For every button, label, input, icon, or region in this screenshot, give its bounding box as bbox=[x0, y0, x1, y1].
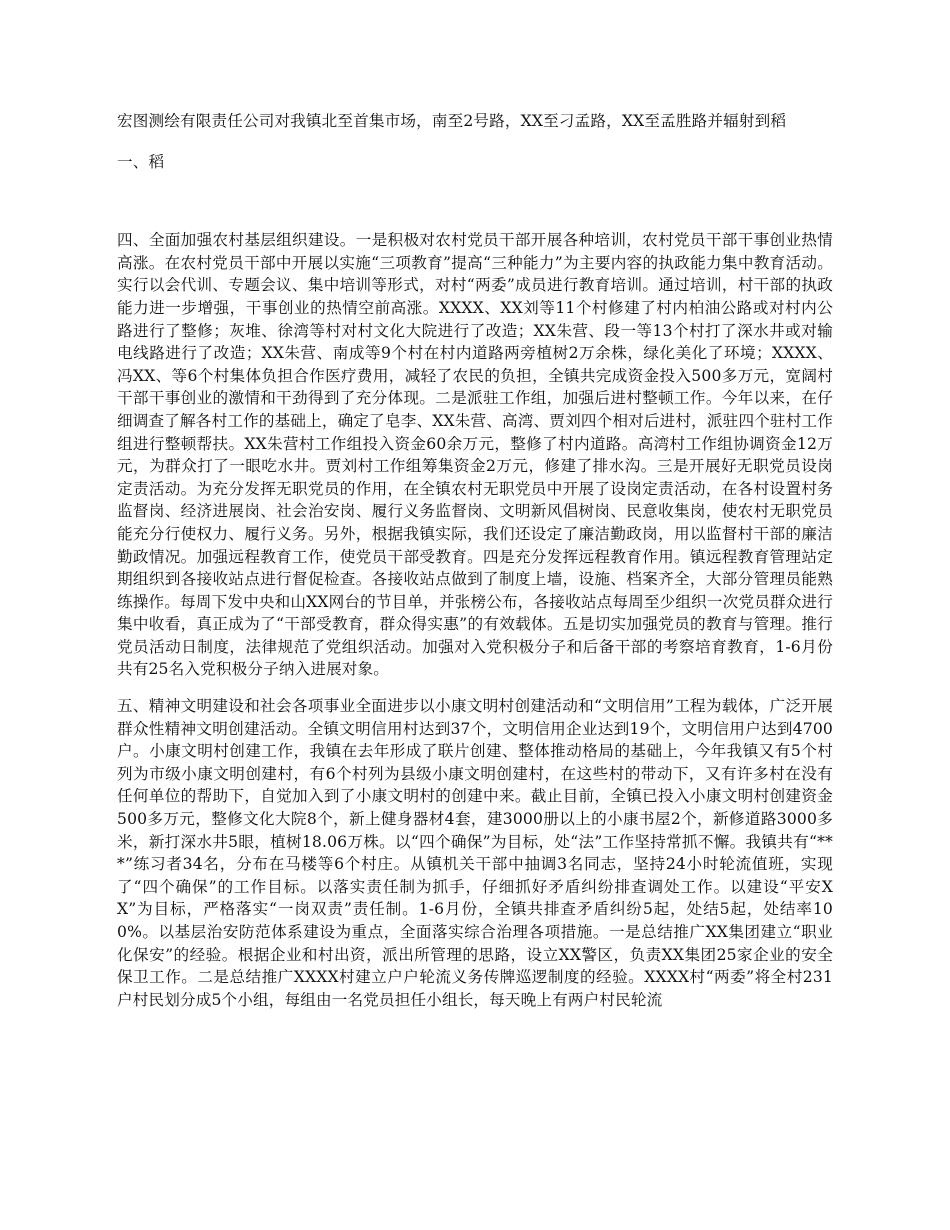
paragraph-5: 五、精神文明建设和社会各项事业全面进步以小康文明村创建活动和“文明信用”工程为载体，广泛开展群众性精神文明创建活动。全镇文明信用村达到37个，文明信用企业达到19个，文明信用户达到4700户。小康文明村创建工作，我镇在去年形成了联片创建、整体推动格局的基础上，今年我镇又有5个村列为市级小康文明创建村，有6个村列为县级小康文明创建村，在这些村的带动下，又有许多村在没有任何单位的帮助下，自觉加入到了小康文明村的创建中来。截止目前，全镇已投入小康文明村创建资金500多万元，整修文化大院8个，新上健身器材4套，建3000册以上的小康书屋2个，新修道路3000多米，新打深水井5眼，植树18.06万株。以“四个确保”为目标，处“法”工作坚持常抓不懈。我镇共有“***”练习者34名，分布在马楼等6个村庄。从镇机关干部中抽调3名同志，坚持24小时轮流值班，实现了“四个确保”的工作目标。以落实责任制为抓手，仔细抓好矛盾纠纷排查调处工作。以建设“平安XX”为目标，严格落实“一岗双责”责任制。1-6月份，全镇共排查矛盾纠纷5起，处结5起，处结率100%。以基层治安防范体系建设为重点，全面落实综合治理各项措施。一是总结推广XX集团建立“职业化保安”的经验。根据企业和村出资，派出所管理的思路，设立XX警区，负责XX集团25家企业的安全保卫工作。二是总结推广XXXX村建立户户轮流义务传牌巡逻制度的经验。XXXX村“两委”将全村231户村民划分成5个小组，每组由一名党员担任小组长，每天晚上有两户村民轮流 bbox=[117, 697, 833, 1009]
intro-paragraph: 宏图测绘有限责任公司对我镇北至首集市场，南至2号路，XX至刁孟路，XX至孟胜路并辐射到稻 bbox=[117, 112, 787, 130]
paragraph-4: 四、全面加强农村基层组织建设。一是积极对农村党员干部开展各种培训，农村党员干部干事创业热情高涨。在农村党员干部中开展以实施“三项教育”提高“三种能力”为主要内容的执政能力集中教育活动。实行以会代训、专题会议、集中培训等形式，对村“两委”成员进行教育培训。通过培训，村干部的执政能力进一步增强，干事创业的热情空前高涨。XXXX、XX刘等11个村修建了村内柏油公路或对村内公路进行了整修；灰堆、徐湾等村对村文化大院进行了改造；XX朱营、段一等13个村打了深水井或对输电线路进行了改造；XX朱营、南成等9个村在村内道路两旁植树2万余株，绿化美化了环境；XXXX、冯XX、等6个村集体负担合作医疗费用，减轻了农民的负担，全镇共完成资金投入500多万元，宽阔村干部干事创业的激情和干劲得到了充分体现。二是派驻工作组，加强后进村整顿工作。今年以来，在仔细调查了解各村工作的基础上，确定了皂李、XX朱营、高湾、贾刘四个相对后进村，派驻四个驻村工作组进行整顿帮扶。XX朱营村工作组投入资金60余万元，整修了村内道路。高湾村工作组协调资金12万元，为群众打了一眼吃水井。贾刘村工作组筹集资金2万元，修建了排水沟。三是开展好无职党员设岗定责活动。为充分发挥无职党员的作用，在全镇农村无职党员中开展了设岗定责活动，在各村设置村务监督岗、经济进展岗、社会治安岗、履行义务监督岗、文明新风倡树岗、民意收集岗，使农村无职党员能充分行使权力、履行义务。另外，根据我镇实际，我们还设定了廉洁勤政岗，用以监督村干部的廉洁勤政情况。加强远程教育工作，使党员干部受教育。四是充分发挥远程教育作用。镇远程教育管理站定期组织到各接收站点进行督促检查。各接收站点做到了制度上墙，设施、档案齐全，大部分管理员能熟练操作。每周下发中央和山XX网台的节目单，并张榜公布，各接收站点每周至少组织一次党员群众进行集中收看，真正成为了“干部受教育，群众得实惠”的有效载体。五是切实加强党员的教育与管理。推行党员活动日制度，法律规范了党组织活动。加强对入党积极分子和后备干部的考察培育教育，1-6月份共有25名入党积极分子纳入进展对象。 bbox=[117, 231, 833, 679]
document-page bbox=[117, 110, 833, 1011]
section-heading: 一、稻 bbox=[117, 152, 165, 171]
